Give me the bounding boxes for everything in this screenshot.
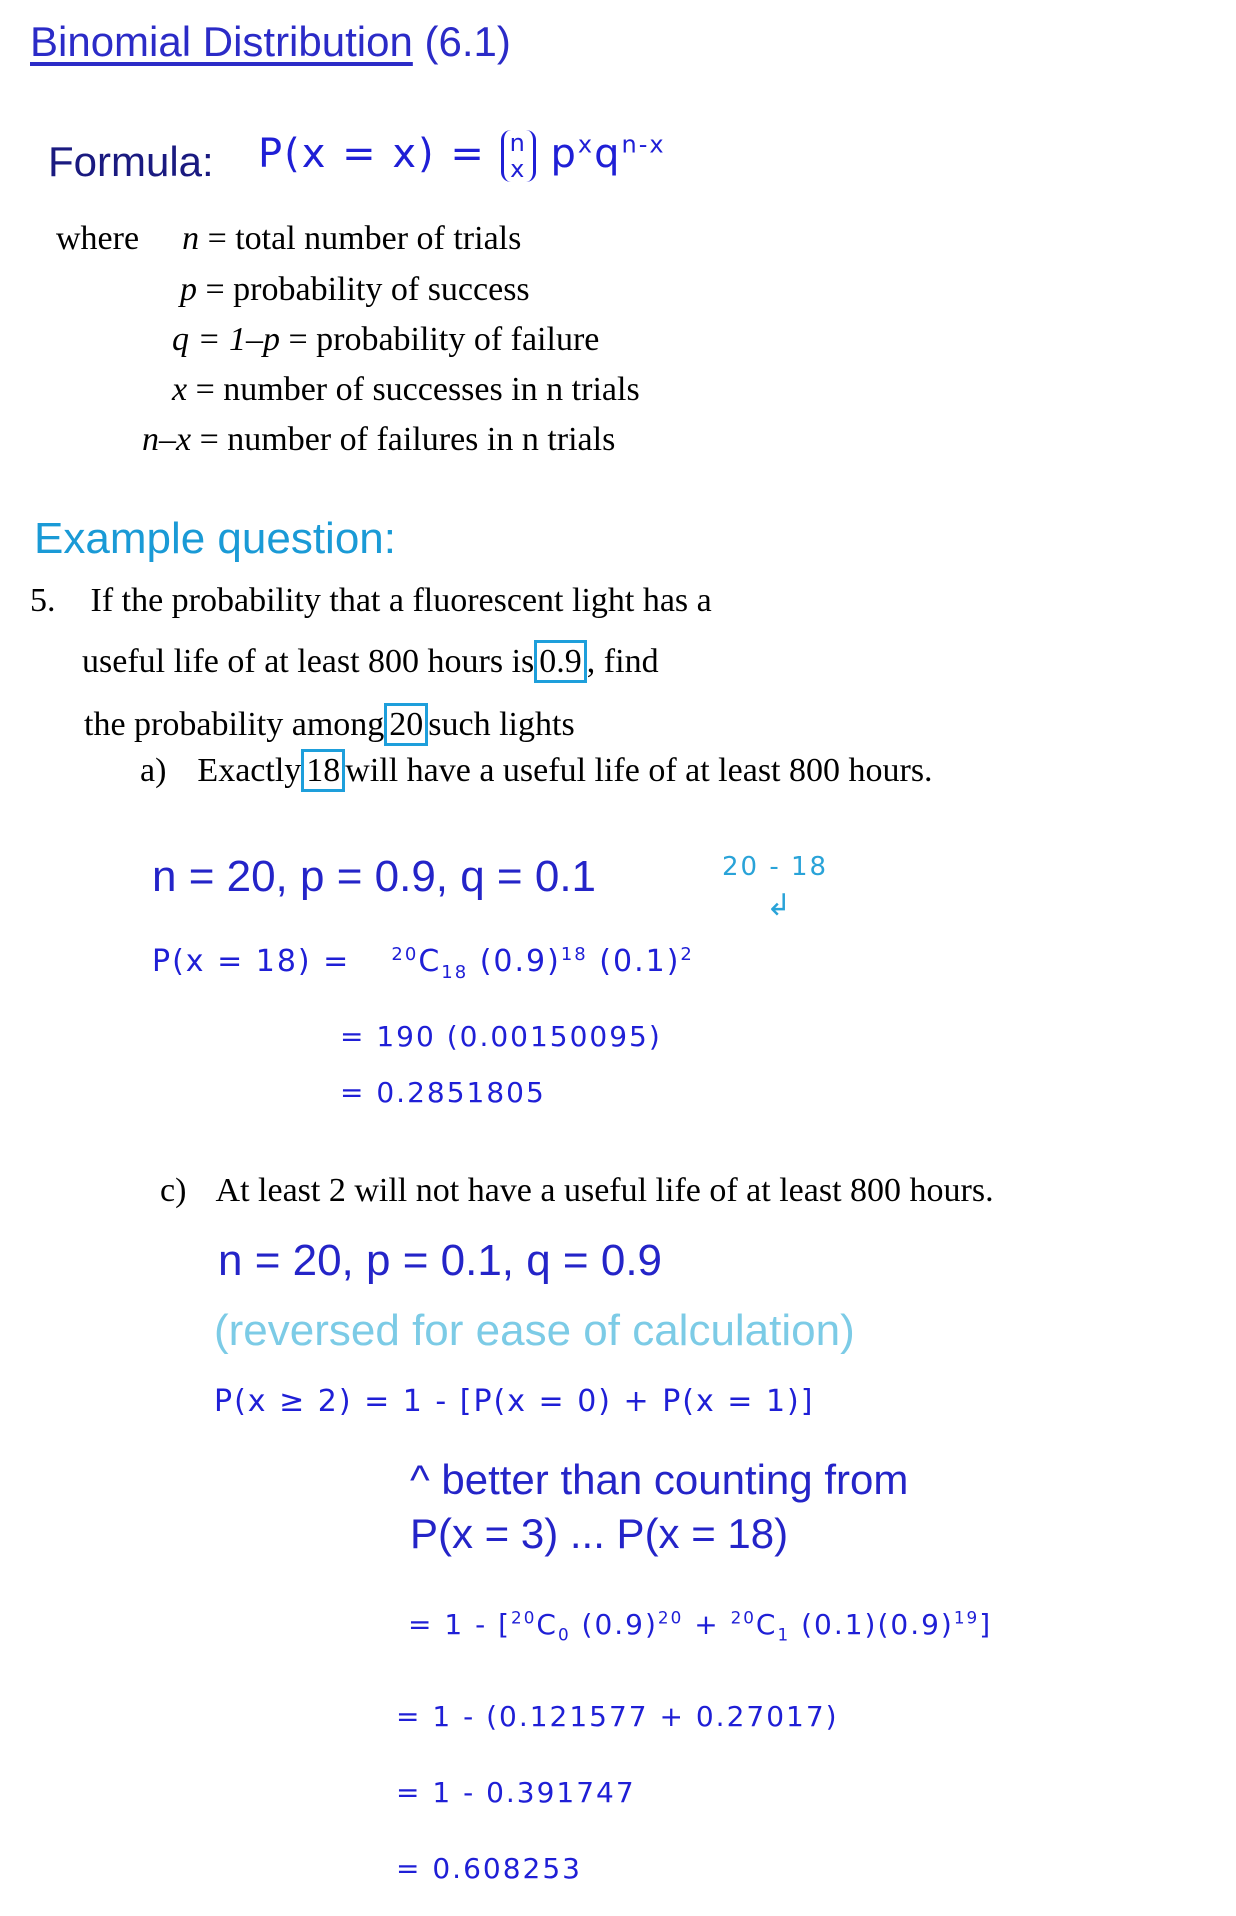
part-a-step-3: = 0.2851805: [340, 1076, 546, 1109]
formula-lhs: P(x = x) =: [258, 131, 486, 177]
def-n: [56, 220, 521, 258]
where-label: where: [56, 220, 140, 257]
part-c-step2-close: ]: [979, 1608, 993, 1641]
part-c-step2-k2: 1: [777, 1624, 791, 1645]
def-p: [180, 271, 530, 309]
title-text: Binomial Distribution: [30, 18, 413, 65]
part-c-label: c): [160, 1172, 187, 1209]
part-c-step-4: = 1 - 0.391747: [396, 1776, 636, 1809]
part-c-reversed-note: (reversed for ease of calculation): [214, 1306, 855, 1355]
part-a-step1-b-exp: 2: [680, 944, 694, 965]
part-a-text-2: will have a useful life of at least 800 hours.: [345, 752, 933, 789]
part-c-step2-c2: C: [755, 1608, 778, 1641]
def-p-desc: = probability of success: [205, 271, 530, 308]
part-c-step2-t2-exp: 19: [953, 1607, 980, 1628]
formula-p: p: [550, 131, 578, 177]
def-q-mid: = 1–p: [197, 321, 280, 358]
binom-top: n: [509, 129, 527, 157]
part-a-label: a): [140, 752, 167, 789]
part-c-step2-n2: 20: [730, 1607, 756, 1628]
part-c-step2-t1: (0.9): [581, 1608, 658, 1641]
def-nx: [142, 421, 615, 459]
question-part-c: [160, 1172, 994, 1210]
question-text-1: If the probability that a fluorescent light has a: [90, 582, 712, 619]
question-text-2a: useful life of at least 800 hours is: [82, 643, 535, 680]
question-number: 5.: [30, 582, 56, 619]
def-p-symbol: p: [180, 271, 197, 308]
part-c-step-2: [408, 1607, 993, 1645]
formula-expression: [258, 130, 666, 182]
part-c-step2-plus: +: [694, 1608, 720, 1641]
part-a-step1-c: C: [418, 944, 442, 979]
part-a-step1-a-exp: 18: [560, 944, 588, 965]
question-text-3b: such lights: [428, 706, 575, 743]
question-text-2b: , find: [586, 643, 659, 680]
part-c-step2-k1: 0: [557, 1624, 571, 1645]
def-q-symbol: q: [172, 321, 189, 358]
part-c-step2-n1: 20: [511, 1607, 537, 1628]
formula-label: Formula:: [48, 138, 214, 185]
page-title: [30, 18, 511, 66]
part-c-step2-open: = 1 - [: [408, 1608, 512, 1641]
def-q-desc: = probability of failure: [288, 321, 600, 358]
def-x-desc: = number of successes in n trials: [195, 371, 640, 408]
highlight-box-trials: 20: [384, 703, 428, 746]
part-a-text-1: Exactly: [197, 752, 302, 789]
part-c-step-1: P(x ≥ 2) = 1 - [P(x = 0) + P(x = 1)]: [214, 1384, 815, 1419]
question-line-1: [30, 582, 712, 620]
part-a-step1-lhs: P(x = 18) =: [152, 944, 351, 979]
part-c-step2-t1-exp: 20: [657, 1607, 684, 1628]
part-c-params: n = 20, p = 0.1, q = 0.9: [218, 1236, 663, 1285]
def-q: [172, 321, 599, 359]
part-a-step1-n: 20: [391, 944, 419, 965]
part-c-better-line-2: P(x = 3) ... P(x = 18): [410, 1510, 789, 1557]
section-number: (6.1): [424, 18, 511, 65]
part-a-step-2: = 190 (0.00150095): [340, 1020, 662, 1053]
part-a-step-1: [152, 944, 694, 983]
def-nx-desc: = number of failures in n trials: [199, 421, 616, 458]
binomial-coefficient: [501, 130, 536, 182]
part-c-step-3: = 1 - (0.121577 + 0.27017): [396, 1700, 839, 1733]
highlight-box-successes: 18: [301, 749, 345, 792]
question-text-3a: the probability among: [84, 706, 385, 743]
def-x-symbol: x: [172, 371, 188, 408]
binom-bottom: x: [510, 155, 527, 183]
highlight-box-probability: 0.9: [534, 640, 587, 683]
def-n-desc: = total number of trials: [207, 220, 522, 257]
part-a-note: 20 - 18: [722, 852, 829, 882]
part-a-step1-a: (0.9): [479, 944, 561, 979]
def-x: [172, 371, 640, 409]
example-heading: Example question:: [34, 514, 396, 563]
formula-q: q: [594, 131, 622, 177]
def-n-symbol: n: [182, 220, 200, 257]
curved-arrow-icon: ↲: [766, 888, 794, 923]
part-c-text: At least 2 will not have a useful life of at least 800 hours.: [215, 1172, 994, 1209]
formula-p-exp: x: [577, 130, 595, 159]
formula-q-exp: n-x: [621, 130, 666, 159]
part-c-better-line-1: ^ better than counting from: [410, 1456, 909, 1503]
def-nx-symbol: n–x: [142, 421, 192, 458]
part-a-step1-b: (0.1): [599, 944, 681, 979]
part-c-step-5: = 0.608253: [396, 1852, 582, 1885]
part-a-params: n = 20, p = 0.9, q = 0.1: [152, 852, 597, 901]
part-a-step1-k: 18: [441, 962, 469, 983]
part-c-step2-c1: C: [536, 1608, 558, 1641]
question-line-3: [84, 706, 575, 744]
question-part-a: [140, 752, 933, 790]
part-c-step2-t2: (0.1)(0.9): [801, 1608, 954, 1641]
question-line-2: [82, 643, 659, 681]
